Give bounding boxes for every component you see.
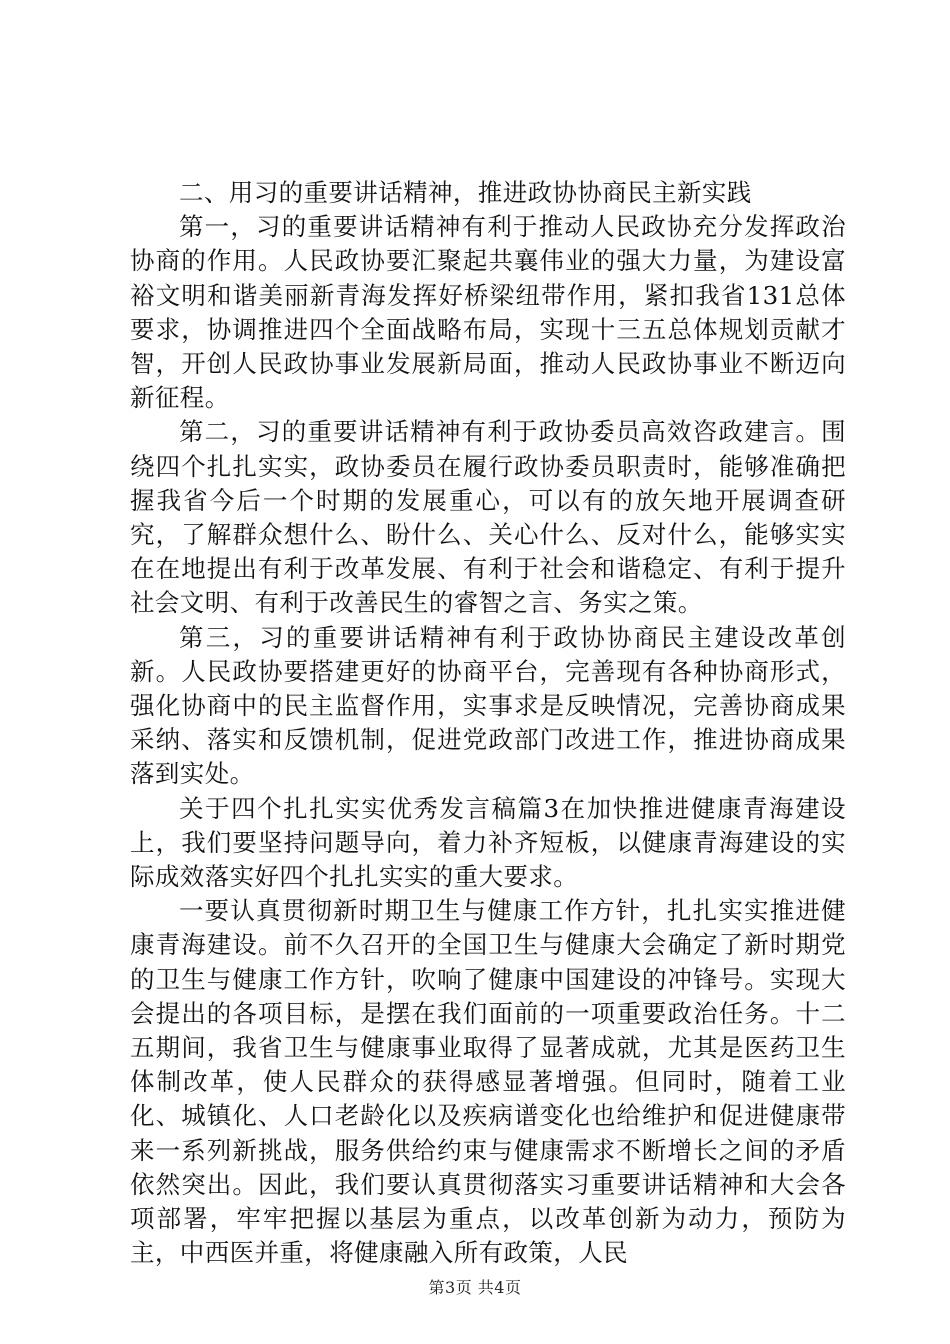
paragraph: 一要认真贯彻新时期卫生与健康工作方针，扎扎实实推进健康青海建设。前不久召开的全国卫生与健康大会确定了新时期党的卫生与健康工作方针，吹响了健康中国建设的冲锋号。实现大会提出的各项目标，是摆在我们面前的一项重要政治任务。十二五期间，我省卫生与健康事业取得了显著成就，尤其是医药卫生体制改革，使人民群众的获得感显著增强。但同时，随着工业化、城镇化、人口老龄化以及疾病谱变化也给维护和促进健康带来一系列新挑战，服务供给约束与健康需求不断增长之间的矛盾依然突出。因此，我们要认真贯彻落实习重要讲话精神和大会各项部署，牢牢把握以基层为重点，以改革创新为动力，预防为主，中西医并重，将健康融入所有政策，人民 <box>130 896 846 1268</box>
page-number-footer: 第3页 共4页 <box>428 1278 522 1297</box>
paragraph: 第二，习的重要讲话精神有利于政协委员高效咨政建言。围绕四个扎扎实实，政协委员在履行政协委员职责时，能够准确把握我省今后一个时期的发展重心，可以有的放矢地开展调查研究，了解群众想什么、盼什么、关心什么、反对什么，能够实实在在地提出有利于改革发展、有利于社会和谐稳定、有利于提升社会文明、有利于改善民生的睿智之言、务实之策。 <box>130 417 846 618</box>
paragraph: 关于四个扎扎实实优秀发言稿篇3在加快推进健康青海建设上，我们要坚持问题导向，着力补齐短板，以健康青海建设的实际成效落实好四个扎扎实实的重大要求。 <box>130 793 846 892</box>
document-body <box>130 176 846 1271</box>
section-heading: 二、用习的重要讲话精神，推进政协协商民主新实践 <box>179 178 752 207</box>
paragraph: 第一，习的重要讲话精神有利于推动人民政协充分发挥政治协商的作用。人民政协要汇聚起共襄伟业的强大力量，为建设富裕文明和谐美丽新青海发挥好桥梁纽带作用，紧扣我省131总体要求，协调推进四个全面战略布局，实现十三五总体规划贡献才智，开创人民政协事业发展新局面，推动人民政协事业不断迈向新征程。 <box>130 212 846 413</box>
paragraph: 第三，习的重要讲话精神有利于政协协商民主建设改革创新。人民政协要搭建更好的协商平台，完善现有各种协商形式，强化协商中的民主监督作用，实事求是反映情况，完善协商成果采纳、落实和反馈机制，促进党政部门改进工作，推进协商成果落到实处。 <box>130 622 846 789</box>
